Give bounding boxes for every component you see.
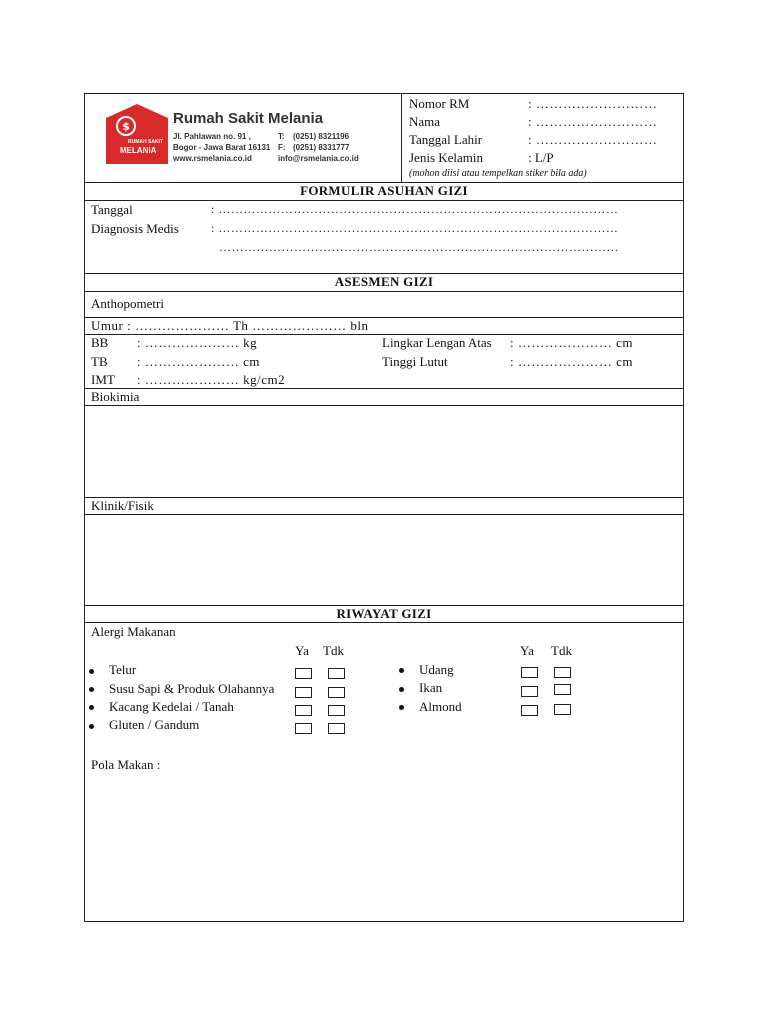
tb-label: TB [91, 354, 108, 369]
tanggal-lahir-label: Tanggal Lahir [409, 132, 483, 147]
bullet-icon [89, 687, 94, 692]
nama-value[interactable]: : ……………………… [528, 114, 658, 129]
bullet-icon [399, 705, 404, 710]
hospital-email: info@rsmelania.co.id [278, 154, 359, 163]
udang-ya-checkbox[interactable] [521, 667, 538, 678]
kacang-tdk-checkbox[interactable] [328, 705, 345, 716]
svg-text:$: $ [122, 120, 130, 133]
tanggal-label: Tanggal [91, 202, 133, 217]
tanggal-value[interactable]: : …………………………………………………………………………………… [211, 202, 619, 216]
hospital-website: www.rsmelania.co.id [173, 154, 252, 163]
almond-tdk-checkbox[interactable] [554, 704, 571, 715]
jenis-kelamin-value[interactable]: : L/P [528, 150, 554, 165]
patient-note: (mohon diisi atau tempelkan stiker bila ada) [409, 168, 587, 179]
lila-value[interactable]: : ………………… cm [510, 335, 633, 350]
bb-value[interactable]: : ………………… kg [137, 335, 258, 350]
biokimia-label: Biokimia [91, 389, 140, 404]
telur-tdk-checkbox[interactable] [328, 668, 345, 679]
bullet-icon [89, 669, 94, 674]
klinik-label: Klinik/Fisik [91, 498, 154, 513]
klinik-area[interactable] [85, 515, 683, 605]
hospital-logo [106, 104, 168, 164]
nama-label: Nama [409, 114, 441, 129]
allergy-item-almond: Almond [419, 699, 462, 714]
form-title: FORMULIR ASUHAN GIZI [300, 183, 468, 198]
bb-label: BB [91, 335, 109, 350]
logo-text-bottom: MELANIA [120, 146, 157, 155]
susu-tdk-checkbox[interactable] [328, 687, 345, 698]
ya-header-right: Ya [520, 643, 534, 658]
hospital-fax: (0251) 8331777 [293, 143, 350, 152]
logo-text-top: RUMAH SAKIT [128, 139, 163, 145]
susu-ya-checkbox[interactable] [295, 687, 312, 698]
alergi-label: Alergi Makanan [91, 624, 176, 639]
bullet-icon [399, 687, 404, 692]
allergy-item-susu: Susu Sapi & Produk Olahannya [109, 681, 275, 696]
hospital-logo-icon [106, 104, 168, 164]
tb-value[interactable]: : ………………… cm [137, 354, 260, 369]
allergy-item-gluten: Gluten / Gandum [109, 717, 200, 732]
udang-tdk-checkbox[interactable] [554, 667, 571, 678]
hospital-phone: (0251) 8321196 [293, 132, 350, 141]
telur-ya-checkbox[interactable] [295, 668, 312, 679]
divider-title [85, 200, 683, 201]
divider-imt [85, 388, 683, 389]
tdk-header-right: Tdk [551, 643, 572, 658]
diagnosis-value-line2[interactable]: …………………………………………………………………………………… [219, 240, 619, 254]
allergy-item-kacang: Kacang Kedelai / Tanah [109, 699, 234, 714]
lila-label: Lingkar Lengan Atas [382, 335, 492, 350]
gluten-ya-checkbox[interactable] [295, 723, 312, 734]
imt-label: IMT [91, 372, 115, 387]
jenis-kelamin-label: Jenis Kelamin [409, 150, 484, 165]
divider-riwayat-title [85, 622, 683, 623]
almond-ya-checkbox[interactable] [521, 705, 538, 716]
bullet-icon [89, 724, 94, 729]
allergy-item-telur: Telur [109, 662, 137, 677]
divider-biokimia-area [85, 497, 683, 498]
gluten-tdk-checkbox[interactable] [328, 723, 345, 734]
riwayat-title: RIWAYAT GIZI [336, 606, 432, 621]
hospital-name: Rumah Sakit Melania [173, 110, 324, 127]
bullet-icon [89, 705, 94, 710]
hospital-address-line1: Jl. Pahlawan no. 91 , [173, 132, 251, 141]
tinggi-lutut-value[interactable]: : ………………… cm [510, 354, 633, 369]
imt-value[interactable]: : ………………… kg/cm2 [137, 372, 286, 387]
kacang-ya-checkbox[interactable] [295, 705, 312, 716]
biokimia-area[interactable] [85, 406, 683, 497]
pola-makan-label: Pola Makan : [91, 757, 161, 772]
tdk-header-left: Tdk [323, 643, 344, 658]
allergy-item-udang: Udang [419, 662, 454, 677]
header-divider [401, 94, 402, 182]
diagnosis-label: Diagnosis Medis [91, 221, 179, 236]
phone-label: T: [278, 132, 285, 141]
hospital-address-line2: Bogor - Jawa Barat 16131 [173, 143, 271, 152]
ya-header-left: Ya [295, 643, 309, 658]
asesmen-title: ASESMEN GIZI [334, 274, 434, 289]
tinggi-lutut-label: Tinggi Lutut [382, 354, 448, 369]
bullet-icon [399, 668, 404, 673]
diagnosis-value[interactable]: : …………………………………………………………………………………… [211, 221, 619, 235]
nomor-rm-value[interactable]: : ……………………… [528, 96, 658, 111]
umur-line[interactable]: Umur : ………………… Th ………………… bln [91, 318, 369, 333]
anthropometri-label: Anthopometri [91, 296, 164, 311]
divider-asesmen-title [85, 291, 683, 292]
ikan-ya-checkbox[interactable] [521, 686, 538, 697]
pola-makan-area[interactable] [85, 776, 683, 916]
ikan-tdk-checkbox[interactable] [554, 684, 571, 695]
tanggal-lahir-value[interactable]: : ……………………… [528, 132, 658, 147]
nomor-rm-label: Nomor RM [409, 96, 470, 111]
allergy-item-ikan: Ikan [419, 680, 443, 695]
nutrition-care-form [84, 93, 684, 922]
fax-label: F: [278, 143, 286, 152]
